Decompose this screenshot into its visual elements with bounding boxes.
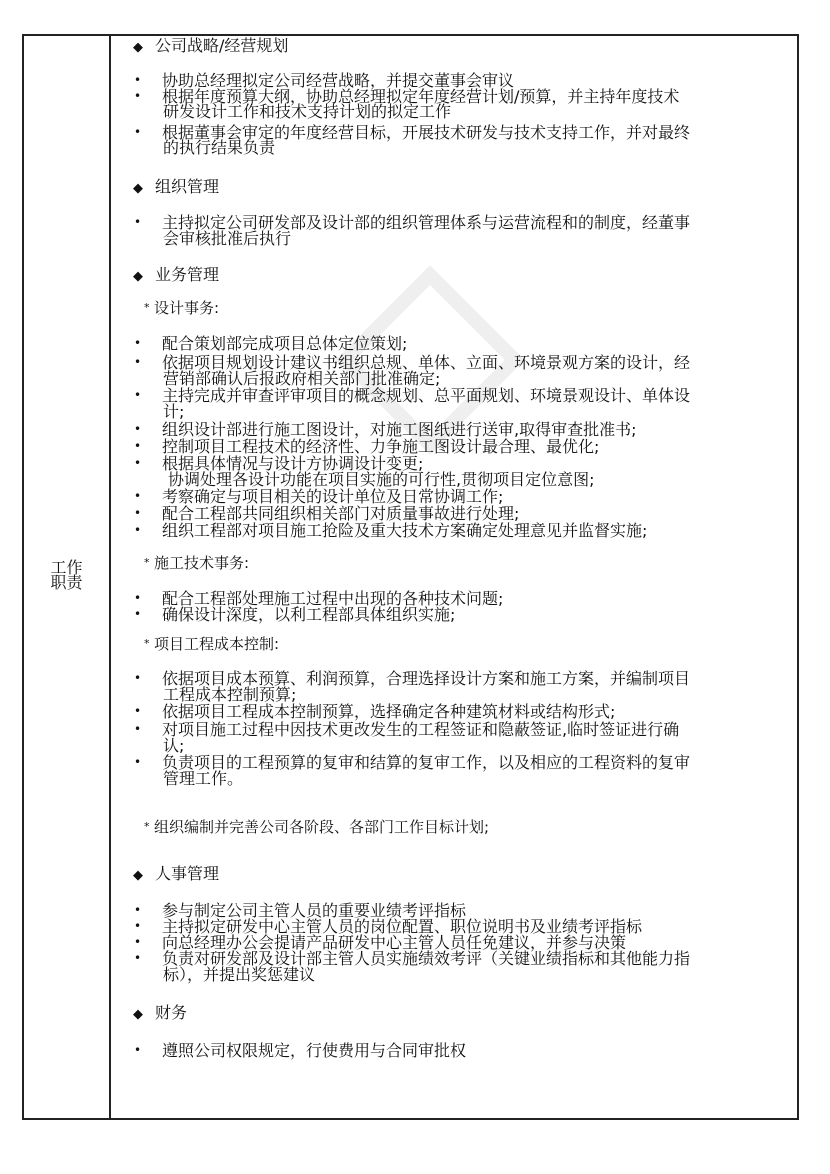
content-cell (111, 36, 797, 1118)
bullet-icon: • (134, 125, 142, 139)
section-heading: ◆ 人事管理 (133, 864, 220, 883)
list-item-continued: 研发设计工作和技术支持计划的拟定工作 (163, 102, 452, 121)
bullet-icon: • (134, 951, 142, 965)
bullet-icon: • (134, 704, 142, 718)
list-item: • 控制项目工程技术的经济性、力争施工图设计最合理、最优化; (134, 437, 600, 456)
list-item: • 配合工程部共同组织相关部门对质量事故进行处理; (134, 504, 520, 523)
bullet-icon: • (134, 903, 142, 917)
list-item: • 依据项目工程成本控制预算，选择确定各种建筑材料或结构形式; (134, 702, 616, 721)
list-item: • 根据具体情况与设计方协调设计变更; (134, 454, 424, 473)
list-item-continued: 标），并提出奖惩建议 (163, 965, 316, 984)
bullet-icon: • (134, 355, 142, 369)
bullet-icon: • (134, 89, 142, 103)
list-item: • 负责项目的工程预算的复审和结算的复审工作，以及相应的工程资料的复审 (134, 753, 691, 772)
bullet-icon: • (134, 506, 142, 520)
section-heading: ◆ 组织管理 (133, 177, 220, 196)
bullet-icon: • (134, 388, 142, 402)
list-item: • 组织设计部进行施工图设计，对施工图纸进行送审,取得审查批准书; (134, 420, 637, 439)
list-item: • 配合策划部完成项目总体定位策划; (134, 334, 408, 353)
bullet-icon: • (134, 215, 142, 229)
bullet-icon: • (134, 439, 142, 453)
list-item: • 确保设计深度，以利工程部具体组织实施; (134, 605, 456, 624)
list-item-continued: 协调处理各设计功能在项目实施的可行性,贯彻项目定位意图; (168, 470, 595, 489)
bullet-icon: • (134, 456, 142, 470)
bullet-icon: • (134, 919, 142, 933)
diamond-icon: ◆ (133, 868, 143, 883)
list-item: • 对项目施工过程中因技术更改发生的工程签证和隐蔽签证,临时签证进行确 (134, 720, 680, 739)
star-icon: * (144, 820, 150, 833)
list-item: • 根据董事会审定的年度经营目标，开展技术研发与技术支持工作，并对最终 (134, 123, 691, 142)
list-item-continued: 的执行结果负责 (163, 138, 276, 157)
list-item-continued: 营销部确认后报政府相关部门批准确定; (163, 369, 441, 388)
list-item: • 依据项目规划设计建议书组织总规、单体、立面、环境景观方案的设计，经 (134, 353, 691, 372)
list-item: • 根据年度预算大纲，协助总经理拟定年度经营计划/预算，并主持年度技术 (134, 87, 680, 106)
list-item-continued: 认; (163, 736, 185, 755)
list-item: • 考察确定与项目相关的设计单位及日常协调工作; (134, 487, 504, 506)
sub-heading: * 设计事务: (144, 299, 220, 317)
list-item: • 主持拟定研发中心主管人员的岗位配置、职位说明书及业绩考评指标 (134, 917, 643, 936)
diamond-icon: ◆ (133, 40, 143, 55)
bullet-icon: • (134, 336, 142, 350)
list-item: • 协助总经理拟定公司经营战略，并提交董事会审议 (134, 71, 515, 90)
bullet-icon: • (134, 73, 142, 87)
bullet-icon: • (134, 607, 142, 621)
bullet-icon: • (134, 422, 142, 436)
bullet-icon: • (134, 671, 142, 685)
section-heading: ◆ 业务管理 (133, 265, 220, 284)
sub-heading: * 施工技术事务: (144, 554, 250, 572)
bullet-icon: • (134, 755, 142, 769)
list-item-continued: 工程成本控制预算; (163, 685, 297, 704)
list-item: • 参与制定公司主管人员的重要业绩考评指标 (134, 901, 467, 920)
row-label: 工作 职责 (50, 558, 83, 592)
list-item-continued: 计; (163, 402, 185, 421)
list-item: • 依据项目成本预算、利润预算，合理选择设计方案和施工方案，并编制项目 (134, 669, 691, 688)
section-heading: ◆ 公司战略/经营规划 (133, 36, 289, 55)
bullet-icon: • (134, 591, 142, 605)
diamond-icon: ◆ (133, 269, 143, 284)
duty-table (22, 34, 799, 1120)
list-item: • 负责对研发部及设计部主管人员实施绩效考评（关键业绩指标和其他能力指 (134, 949, 691, 968)
bullet-icon: • (134, 523, 142, 537)
section-heading: ◆ 财务 (133, 1003, 188, 1022)
list-item: • 向总经理办公会提请产品研发中心主管人员任免建议，并参与决策 (134, 933, 627, 952)
star-icon: * (144, 301, 150, 314)
diamond-icon: ◆ (133, 181, 143, 196)
list-item: • 遵照公司权限规定，行使费用与合同审批权 (134, 1041, 467, 1060)
sub-heading: * 项目工程成本控制: (144, 635, 280, 653)
row-label-cell (24, 36, 111, 1118)
bullet-icon: • (134, 722, 142, 736)
star-icon: * (144, 637, 150, 650)
bullet-icon: • (134, 1043, 142, 1057)
bullet-icon: • (134, 489, 142, 503)
star-icon: * (144, 556, 150, 569)
list-item-continued: 会审核批准后执行 (163, 229, 292, 248)
list-item-continued: 管理工作。 (163, 769, 244, 788)
diamond-icon: ◆ (133, 1007, 143, 1022)
sub-heading: * 组织编制并完善公司各阶段、各部门工作目标计划; (144, 818, 490, 836)
list-item: • 配合工程部处理施工过程中出现的各种技术问题; (134, 589, 504, 608)
list-item: • 主持拟定公司研发部及设计部的组织管理体系与运营流程和的制度，经董事 (134, 213, 691, 232)
bullet-icon: • (134, 935, 142, 949)
list-item: • 组织工程部对项目施工抢险及重大技术方案确定处理意见并监督实施; (134, 521, 648, 540)
list-item: • 主持完成并审查评审项目的概念规划、总平面规划、环境景观设计、单体设 (134, 386, 691, 405)
